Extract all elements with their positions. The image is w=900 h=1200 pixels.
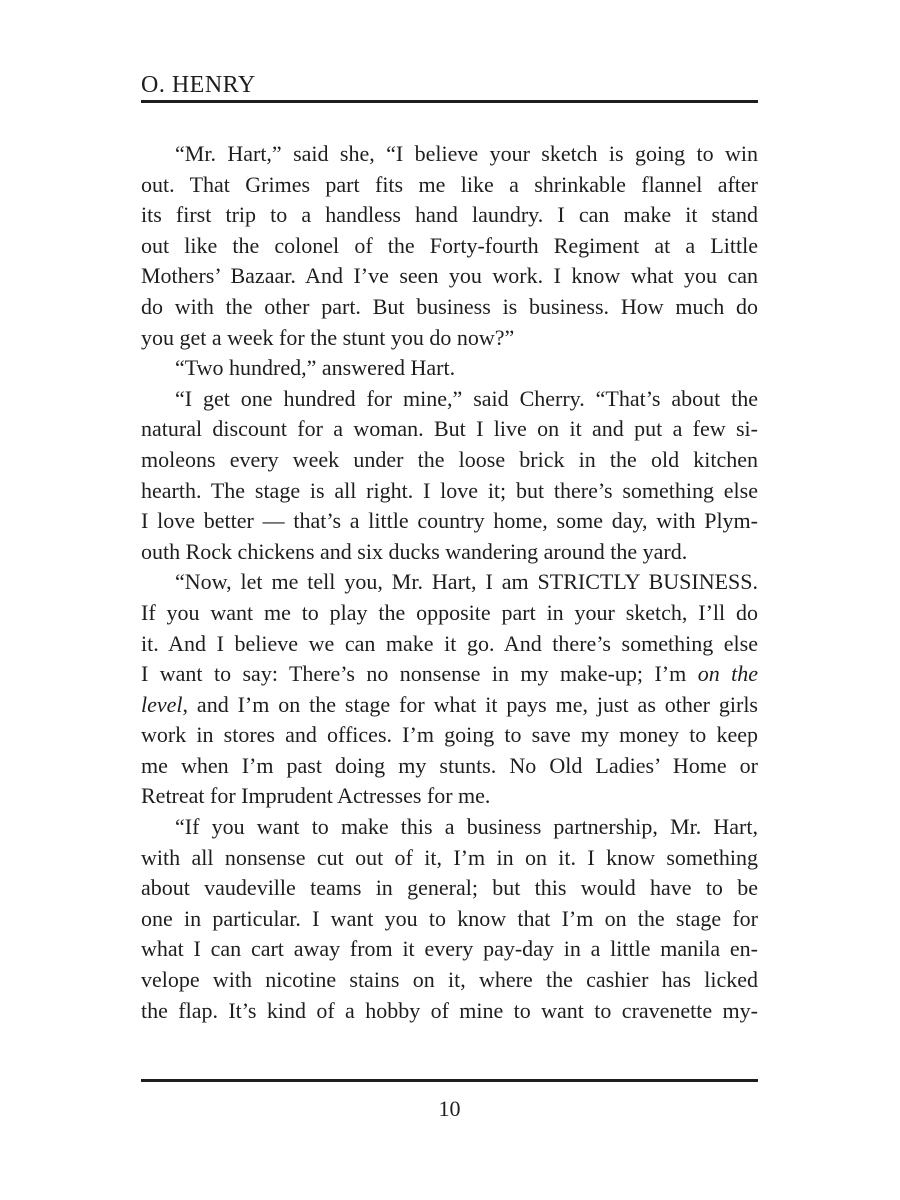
text-line: “If you want to make this a business partnership, Mr. Hart, — [175, 814, 758, 840]
header-rule — [141, 100, 758, 103]
text-line — [141, 690, 758, 721]
text-line: “Two hundred,” answered Hart. — [175, 355, 456, 381]
text-line: what I can cart away from it every pay-day in a little manila en- — [141, 936, 758, 962]
text-line: the flap. It’s kind of a hobby of mine to want to cravenette my- — [141, 997, 758, 1023]
italic-text: level — [141, 691, 183, 717]
text-line: outh Rock chickens and six ducks wandering around the yard. — [141, 538, 688, 564]
text-line: velope with nicotine stains on it, where the cashier has licked — [141, 967, 758, 993]
text-line: If you want me to play the opposite part in your sketch, I’ll do — [141, 599, 758, 625]
text-line: “I get one hundred for mine,” said Cherry. “That’s about the — [175, 385, 758, 411]
text-line: its first trip to a handless hand laundry. I can make it stand — [141, 202, 758, 228]
text-line: Mothers’ Bazaar. And I’ve seen you work. I know what you can — [141, 263, 758, 289]
text-segment: , and I’m on the stage for what it pays me, just as other girls — [182, 691, 758, 717]
text-line: Retreat for Imprudent Actresses for me. — [141, 783, 491, 809]
text-line: “Mr. Hart,” said she, “I believe your sketch is going to win — [175, 141, 758, 166]
text-line: I love better — that’s a little country home, some day, with Plym- — [141, 508, 758, 534]
text-line: me when I’m past doing my stunts. No Old Ladies’ Home or — [141, 752, 758, 778]
text-line: moleons every week under the loose brick in the old kitchen — [141, 446, 758, 472]
italic-text: on the — [697, 661, 758, 687]
body-text — [141, 139, 758, 1026]
text-line: you get a week for the stunt you do now?” — [141, 324, 515, 350]
text-line — [141, 659, 758, 690]
footer-rule — [141, 1079, 758, 1082]
text-line: work in stores and offices. I’m going to save my money to keep — [141, 722, 758, 748]
text-line: about vaudeville teams in general; but this would have to be — [141, 875, 758, 901]
text-line: “Now, let me tell you, Mr. Hart, I am STRICTLY BUSINESS. — [175, 569, 758, 595]
text-line: do with the other part. But business is business. How much do — [141, 293, 758, 319]
text-segment: I want to say: There’s no nonsense in my make-up; I’m — [141, 661, 698, 687]
text-line: natural discount for a woman. But I live on it and put a few si- — [141, 416, 758, 442]
running-head: O. HENRY — [141, 72, 256, 98]
text-line: out like the colonel of the Forty-fourth Regiment at a Little — [141, 232, 758, 258]
text-line: with all nonsense cut out of it, I’m in on it. I know something — [141, 844, 758, 870]
text-line: it. And I believe we can make it go. And there’s something else — [141, 630, 758, 656]
page-number: 10 — [438, 1096, 461, 1121]
text-line: out. That Grimes part fits me like a shrinkable flannel after — [141, 171, 758, 197]
text-line: one in particular. I want you to know that I’m on the stage for — [141, 905, 758, 931]
text-line: hearth. The stage is all right. I love it; but there’s something else — [141, 477, 758, 503]
